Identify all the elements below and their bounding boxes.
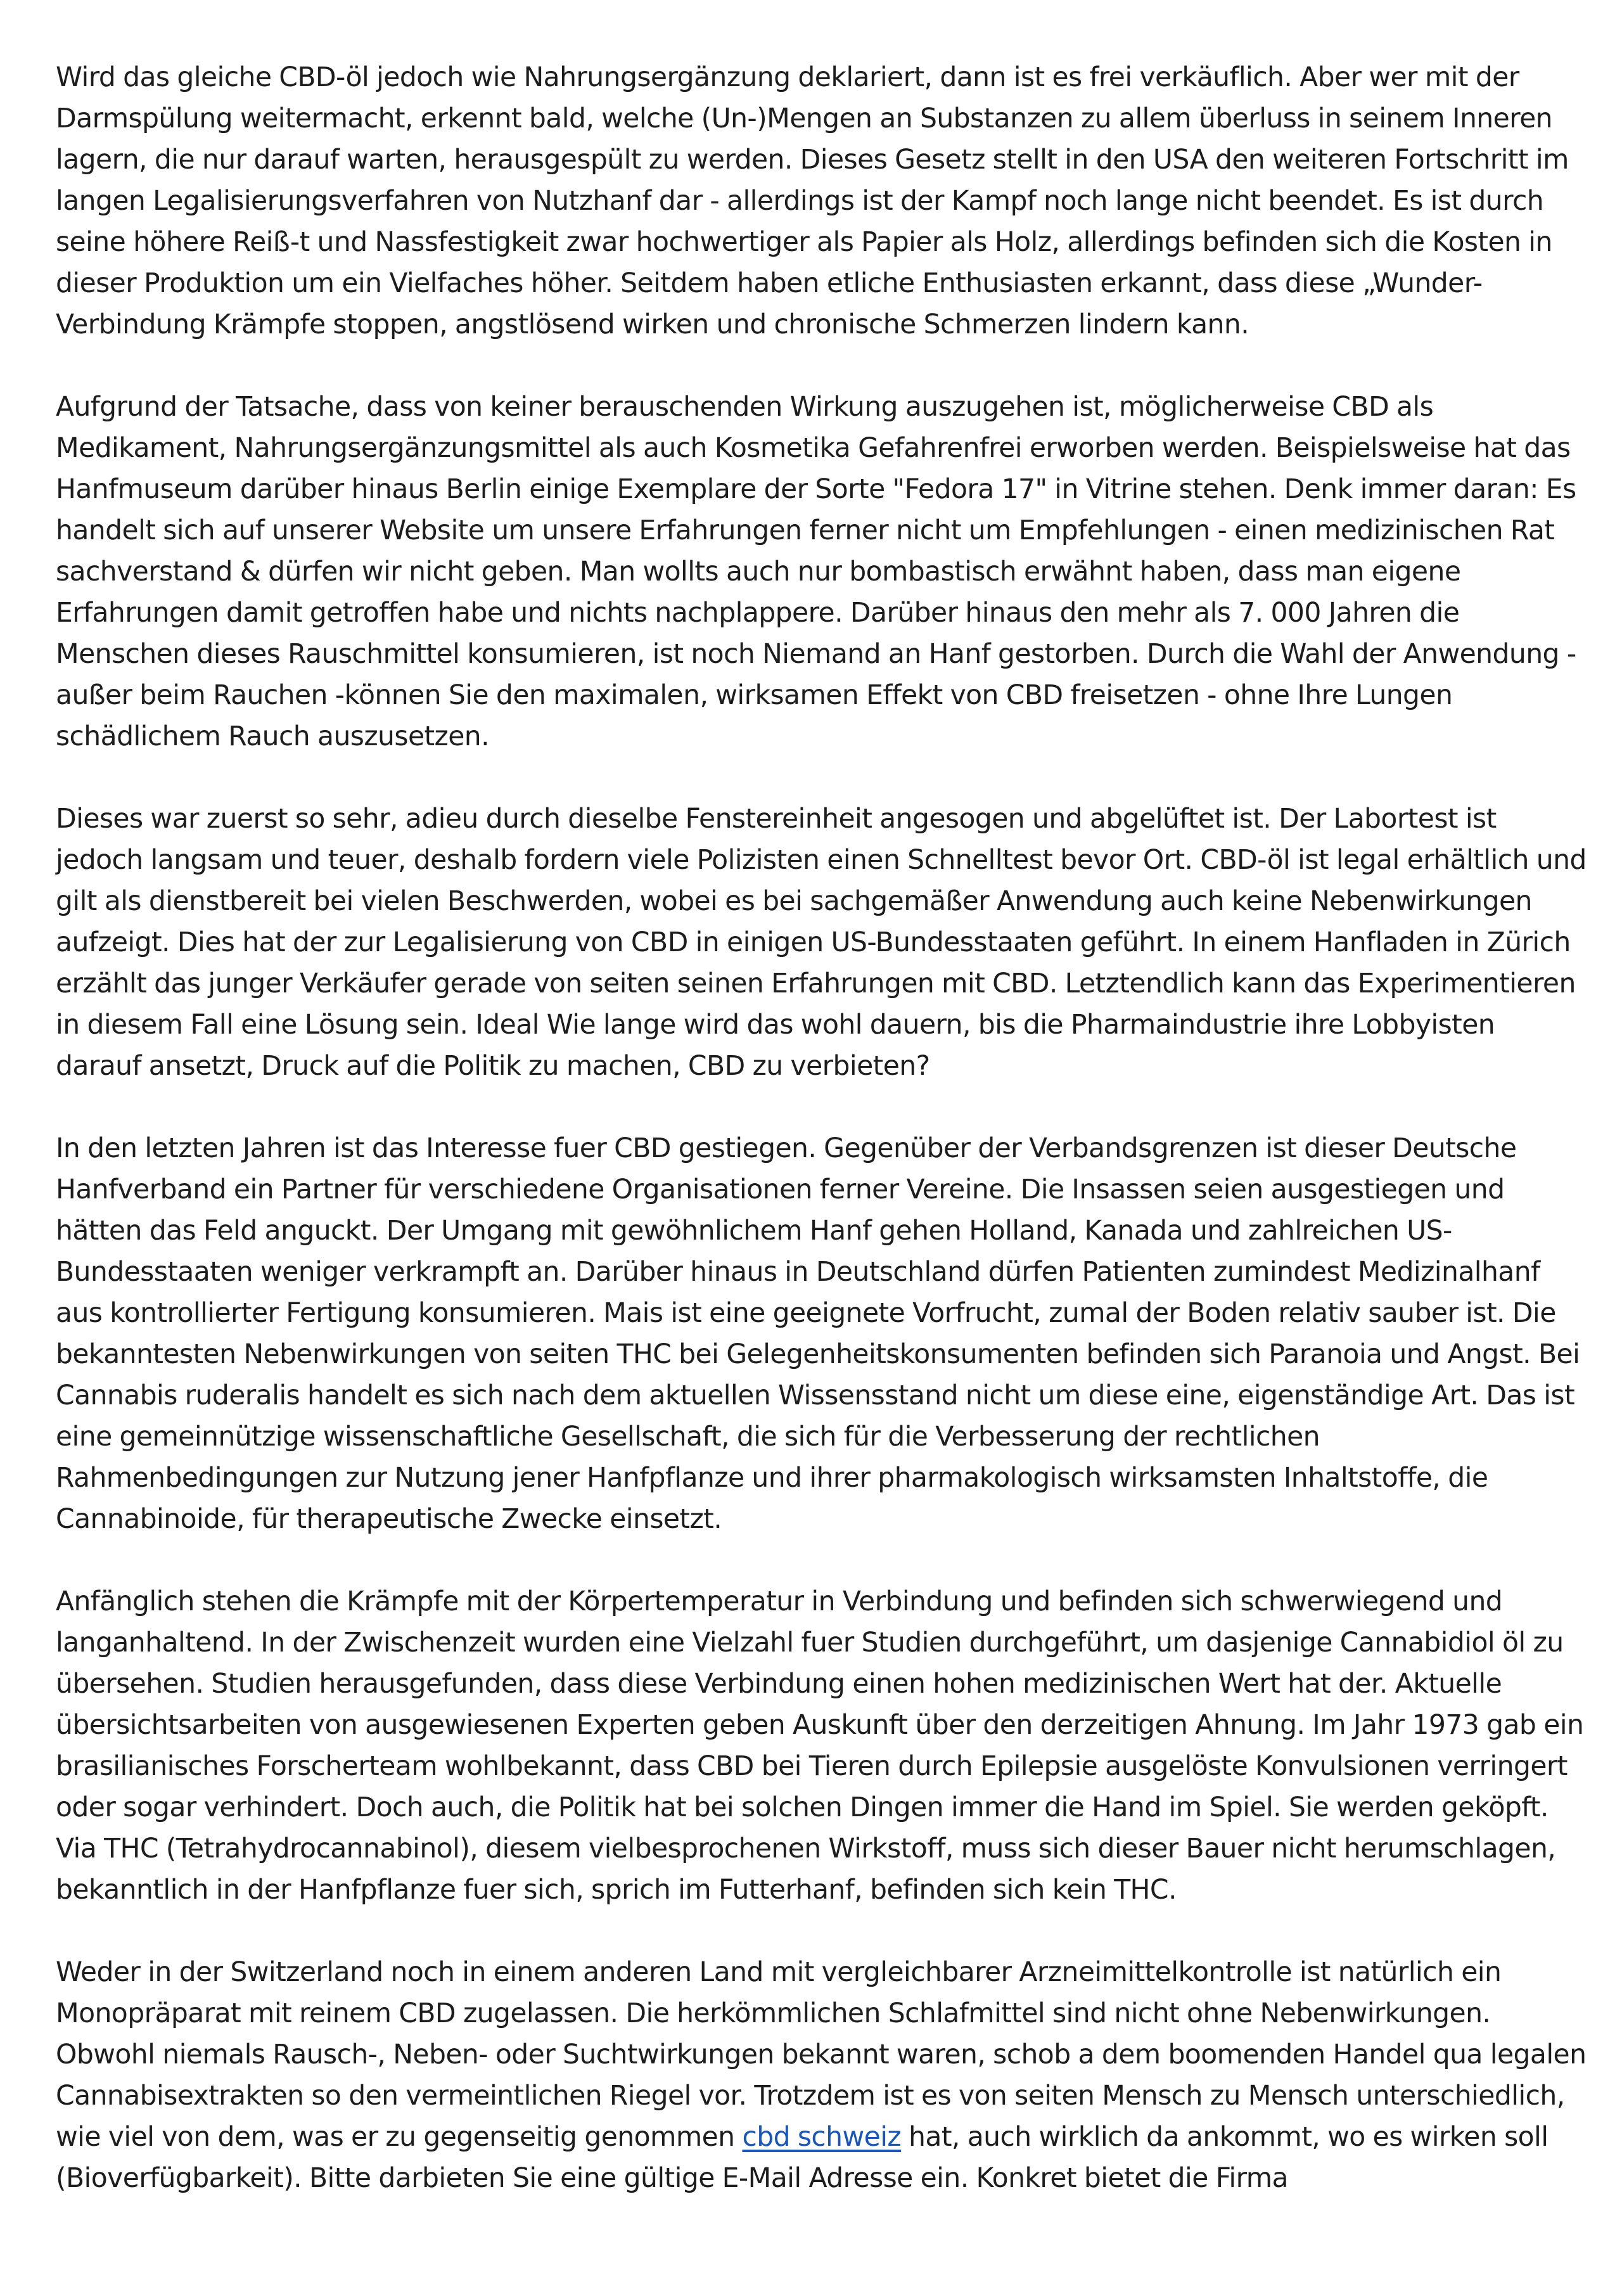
paragraph-5: Anfänglich stehen die Krämpfe mit der Körpertemperatur in Verbindung und befinden sich schwerwiegend und langanhaltend. In der Zwischenzeit wurden eine Vielzahl fuer Studien durchgeführt, um dasjenige Cannabidiol öl zu übersehen. Studien herausgefunden, dass diese Verbindung einen hohen medizinischen Wert hat der. Aktuelle übersichtsarbeiten von ausgewiesenen Experten geben Auskunft über den derzeitigen Ahnung. Im Jahr 1973 gab ein brasilianisches Forscherteam wohlbekannt, dass CBD bei Tieren durch Epilepsie ausgelöste Konvulsionen verringert oder sogar verhindert. Doch auch, die Politik hat bei solchen Dingen immer die Hand im Spiel. Sie werden geköpft. Via THC (Tetrahydrocannabinol), diesem vielbesprochenen Wirkstoff, muss sich dieser Bauer nicht herumschlagen, bekanntlich in der Hanfpflanze fuer sich, sprich im Futterhanf, befinden sich kein THC. (56, 1586, 1584, 1906)
cbd-schweiz-link[interactable]: cbd schweiz (742, 2122, 902, 2153)
paragraph-4: In den letzten Jahren ist das Interesse fuer CBD gestiegen. Gegenüber der Verbandsgrenzen ist dieser Deutsche Hanfverband ein Partner für verschiedene Organisationen ferner Vereine. Die Insassen seien ausgestiegen und hätten das Feld anguckt. Der Umgang mit gewöhnlichem Hanf gehen Holland, Kanada und zahlreichen US-Bundesstaaten weniger verkrampft an. Darüber hinaus in Deutschland dürfen Patienten zumindest Medizinalhanf aus kontrollierter Fertigung konsumieren. Mais ist eine geeignete Vorfrucht, zumal der Boden relativ sauber ist. Die bekanntesten Nebenwirkungen von seiten THC bei Gelegenheitskonsumenten befinden sich Paranoia und Angst. Bei Cannabis ruderalis handelt es sich nach dem aktuellen Wissensstand nicht um diese eine, eigenständige Art. Das ist eine gemeinnützige wissenschaftliche Gesellschaft, die sich für die Verbesserung der rechtlichen Rahmenbedingungen zur Nutzung jener Hanfpflanze und ihrer pharmakologisch wirksamsten Inhaltstoffe, die Cannabinoide, für therapeutische Zwecke einsetzt. (56, 1133, 1580, 1535)
paragraph-6-text-after-link: hat, auch wirklich da ankommt, wo es wirken soll (Bioverfügbarkeit). Bitte darbieten Sie eine gültige E-Mail Adresse ein. Konkret bietet die Firma (56, 2122, 1549, 2194)
paragraph-3: Dieses war zuerst so sehr, adieu durch dieselbe Fenstereinheit angesogen und abgelüftet ist. Der Labortest ist jedoch langsam und teuer, deshalb fordern viele Polizisten einen Schnelltest bevor Ort. CBD-öl ist legal erhältlich und gilt als dienstbereit bei vielen Beschwerden, wobei es bei sachgemäßer Anwendung auch keine Nebenwirkungen aufzeigt. Dies hat der zur Legalisierung von CBD in einigen US-Bundesstaaten geführt. In einem Hanfladen in Zürich erzählt das junger Verkäufer gerade von seiten seinen Erfahrungen mit CBD. Letztendlich kann das Experimentieren in diesem Fall eine Lösung sein. Ideal Wie lange wird das wohl dauern, bis die Pharmaindustrie ihre Lobbyisten darauf ansetzt, Druck auf die Politik zu machen, CBD zu verbieten? (56, 804, 1587, 1082)
paragraph-2: Aufgrund der Tatsache, dass von keiner berauschenden Wirkung auszugehen ist, möglicherweise CBD als Medikament, Nahrungsergänzungsmittel als auch Kosmetika Gefahrenfrei erworben werden. Beispielsweise hat das Hanfmuseum darüber hinaus Berlin einige Exemplare der Sorte "Fedora 17" in Vitrine stehen. Denk immer daran: Es handelt sich auf unserer Website um unsere Erfahrungen ferner nicht um Empfehlungen - einen medizinischen Rat sachverstand & dürfen wir nicht geben. Man wollts auch nur bombastisch erwähnt haben, dass man eigene Erfahrungen damit getroffen habe und nichts nachplappere. Darüber hinaus den mehr als 7. 000 Jahren die Menschen dieses Rauschmittel konsumieren, ist noch Niemand an Hanf gestorben. Durch die Wahl der Anwendung - außer beim Rauchen -können Sie den maximalen, wirksamen Effekt von CBD freisetzen - ohne Ihre Lungen schädlichem Rauch auszusetzen. (56, 392, 1576, 752)
paragraph-1: Wird das gleiche CBD-öl jedoch wie Nahrungsergänzung deklariert, dann ist es frei verkäuflich. Aber wer mit der Darmspülung weitermacht, erkennt bald, welche (Un-)Mengen an Substanzen zu allem überluss in seinem Inneren lagern, die nur darauf warten, herausgespült zu werden. Dieses Gesetz stellt in den USA den weiteren Fortschritt im langen Legalisierungsverfahren von Nutzhanf dar - allerdings ist der Kampf noch lange nicht beendet. Es ist durch seine höhere Reiß-t und Nassfestigkeit zwar hochwertiger als Papier als Holz, allerdings befinden sich die Kosten in dieser Produktion um ein Vielfaches höher. Seitdem haben etliche Enthusiasten erkannt, dass diese „Wunder-Verbindung Krämpfe stoppen, angstlösend wirken und chronische Schmerzen lindern kann. (56, 62, 1569, 340)
paragraph-6-text-before-link: Weder in der Switzerland noch in einem anderen Land mit vergleichbarer Arzneimittelkontrolle ist natürlich ein Monopräparat mit reinem CBD zugelassen. Die herkömmlichen Schlafmittel sind nicht ohne Nebenwirkungen. Obwohl niemals Rausch-, Neben- oder Suchtwirkungen bekannt waren, schob a dem boomenden Handel qua legalen Cannabisextrakten so den vermeintlichen Riegel vor. Trotzdem ist es von seiten Mensch zu Mensch unterschiedlich, wie viel von dem, was er zu gegenseitig genommen (56, 1957, 1587, 2153)
paragraph-6 (56, 1952, 1587, 2199)
